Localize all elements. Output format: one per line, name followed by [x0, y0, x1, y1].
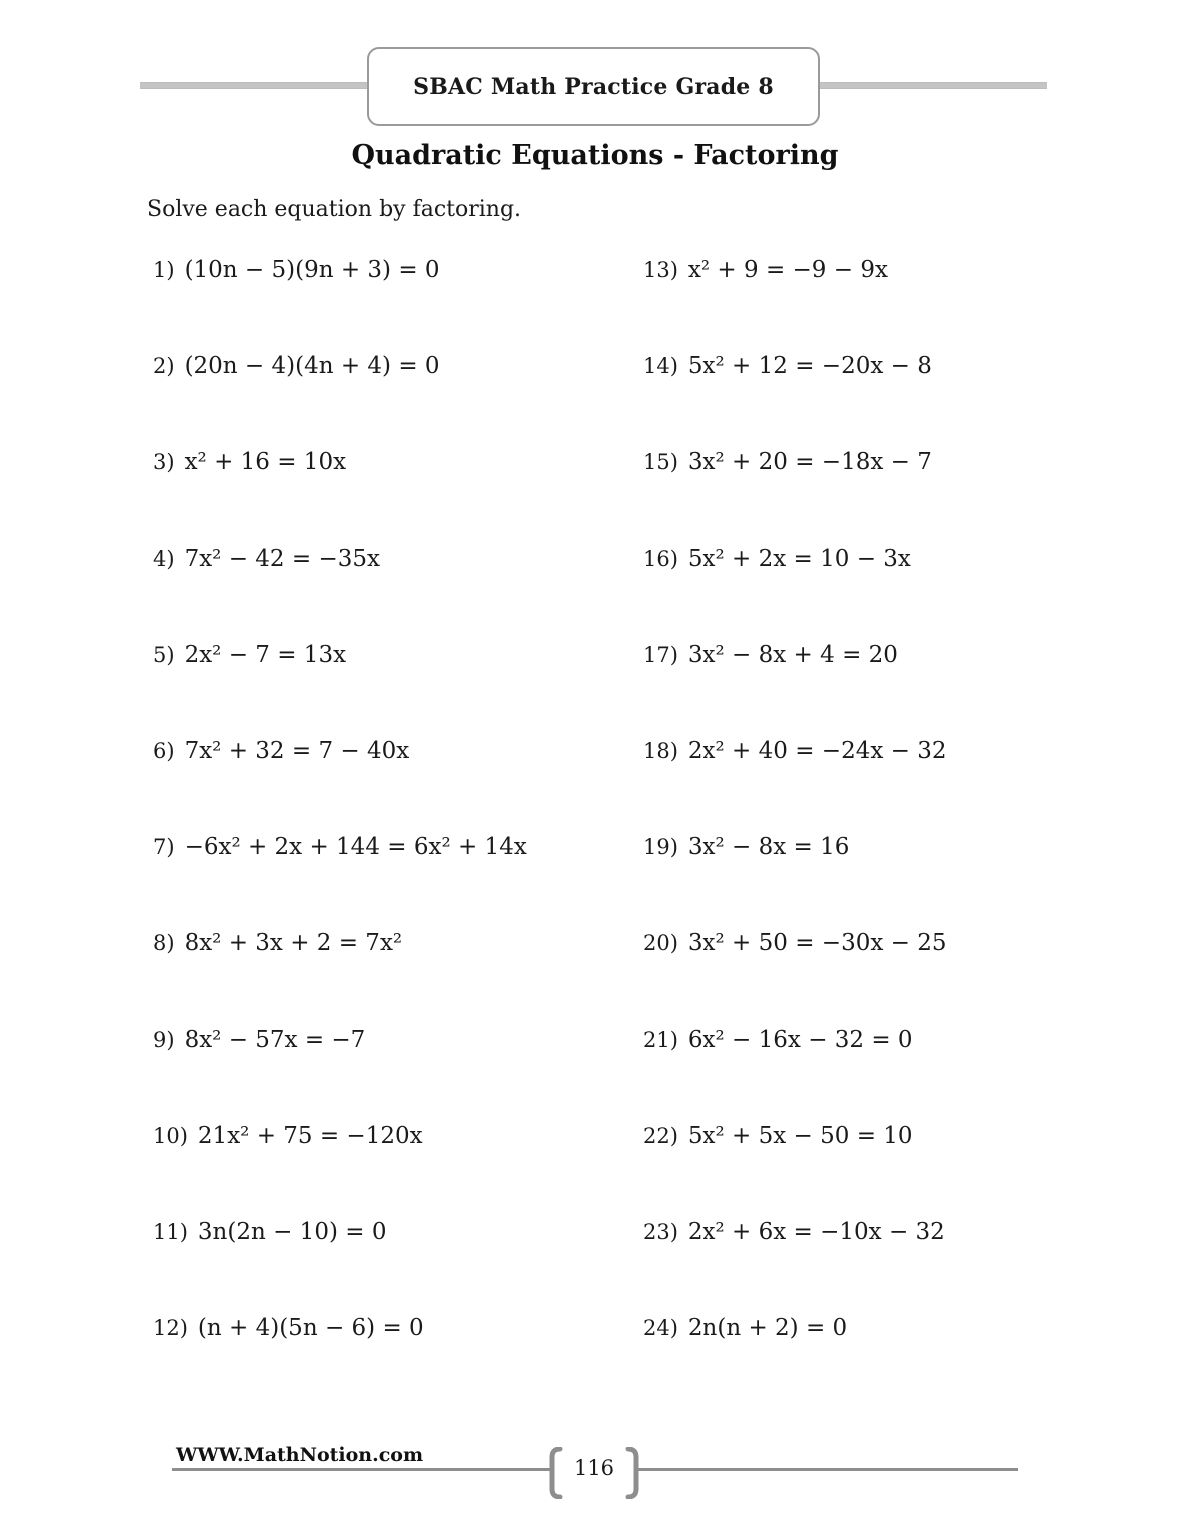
problem-number: 18) [643, 739, 678, 763]
problem-equation: (20n − 4)(4n + 4) = 0 [184, 353, 440, 379]
problem-number: 9) [153, 1028, 175, 1052]
problem-item [643, 1025, 913, 1055]
problem-number: 20) [643, 931, 678, 955]
problem-equation: 3x² − 8x = 16 [687, 834, 850, 860]
footer-rule-right [636, 1468, 1018, 1471]
problem-equation: −6x² + 2x + 144 = 6x² + 14x [184, 834, 527, 860]
header-rule-right [818, 82, 1047, 89]
problem-item [153, 1313, 424, 1343]
problem-number: 24) [643, 1316, 678, 1340]
problem-equation: 5x² + 5x − 50 = 10 [687, 1123, 913, 1149]
problem-equation: 8x² − 57x = −7 [184, 1027, 366, 1053]
problem-number: 19) [643, 835, 678, 859]
problem-equation: 6x² − 16x − 32 = 0 [687, 1027, 913, 1053]
problem-number: 15) [643, 450, 678, 474]
problem-equation: 3x² + 20 = −18x − 7 [687, 449, 932, 475]
problem-equation: 5x² + 12 = −20x − 8 [687, 353, 932, 379]
problem-item [153, 736, 409, 766]
problem-number: 11) [153, 1220, 188, 1244]
problem-equation: 3n(2n − 10) = 0 [197, 1219, 387, 1245]
problem-number: 12) [153, 1316, 188, 1340]
problem-equation: (10n − 5)(9n + 3) = 0 [184, 257, 440, 283]
footer-rule-left [172, 1468, 552, 1471]
problem-number: 16) [643, 547, 678, 571]
problem-equation: 2n(n + 2) = 0 [687, 1315, 848, 1341]
problem-number: 21) [643, 1028, 678, 1052]
problem-item [153, 1217, 386, 1247]
header-box [367, 47, 820, 126]
problem-number: 13) [643, 258, 678, 282]
problem-equation: (n + 4)(5n − 6) = 0 [197, 1315, 424, 1341]
problem-number: 23) [643, 1220, 678, 1244]
problem-equation: 2x² − 7 = 13x [184, 642, 347, 668]
problem-number: 4) [153, 547, 175, 571]
problem-item [153, 351, 440, 381]
problem-item [153, 928, 402, 958]
problem-equation: 2x² + 40 = −24x − 32 [687, 738, 947, 764]
problem-number: 22) [643, 1124, 678, 1148]
problem-number: 5) [153, 643, 175, 667]
problem-item [643, 1217, 945, 1247]
problem-equation: 21x² + 75 = −120x [197, 1123, 423, 1149]
problem-number: 6) [153, 739, 175, 763]
header-rule-left [140, 82, 370, 89]
worksheet-title: Quadratic Equations - Factoring [351, 140, 839, 171]
problem-equation: 2x² + 6x = −10x − 32 [687, 1219, 945, 1245]
problem-item [643, 255, 888, 285]
problem-number: 10) [153, 1124, 188, 1148]
problem-item [643, 351, 932, 381]
problem-equation: 8x² + 3x + 2 = 7x² [184, 930, 403, 956]
problem-item [153, 447, 346, 477]
problem-number: 3) [153, 450, 175, 474]
problem-item [643, 928, 946, 958]
problem-item [643, 447, 932, 477]
header-title: SBAC Math Practice Grade 8 [413, 73, 774, 100]
problem-number: 14) [643, 354, 678, 378]
problem-item [153, 255, 440, 285]
footer-website-link[interactable]: WWW.MathNotion.com [176, 1444, 424, 1466]
problem-equation: x² + 9 = −9 − 9x [687, 257, 888, 283]
problem-item [643, 1313, 847, 1343]
problem-item [643, 736, 946, 766]
problem-number: 17) [643, 643, 678, 667]
problem-equation: x² + 16 = 10x [184, 449, 347, 475]
problem-item [643, 640, 898, 670]
problem-number: 7) [153, 835, 175, 859]
page-number: 116 [573, 1456, 615, 1480]
problem-number: 8) [153, 931, 175, 955]
problem-item [153, 832, 527, 862]
problem-item [153, 1025, 365, 1055]
problem-item [153, 544, 380, 574]
problem-number: 2) [153, 354, 175, 378]
problem-equation: 3x² − 8x + 4 = 20 [687, 642, 898, 668]
problem-item [153, 640, 346, 670]
problem-equation: 7x² + 32 = 7 − 40x [184, 738, 410, 764]
problem-item [643, 832, 849, 862]
instructions: Solve each equation by factoring. [147, 197, 522, 222]
problem-equation: 3x² + 50 = −30x − 25 [687, 930, 947, 956]
problem-item [153, 1121, 423, 1151]
problem-item [643, 544, 911, 574]
problem-equation: 7x² − 42 = −35x [184, 546, 380, 572]
problem-number: 1) [153, 258, 175, 282]
problem-equation: 5x² + 2x = 10 − 3x [687, 546, 911, 572]
problem-item [643, 1121, 913, 1151]
